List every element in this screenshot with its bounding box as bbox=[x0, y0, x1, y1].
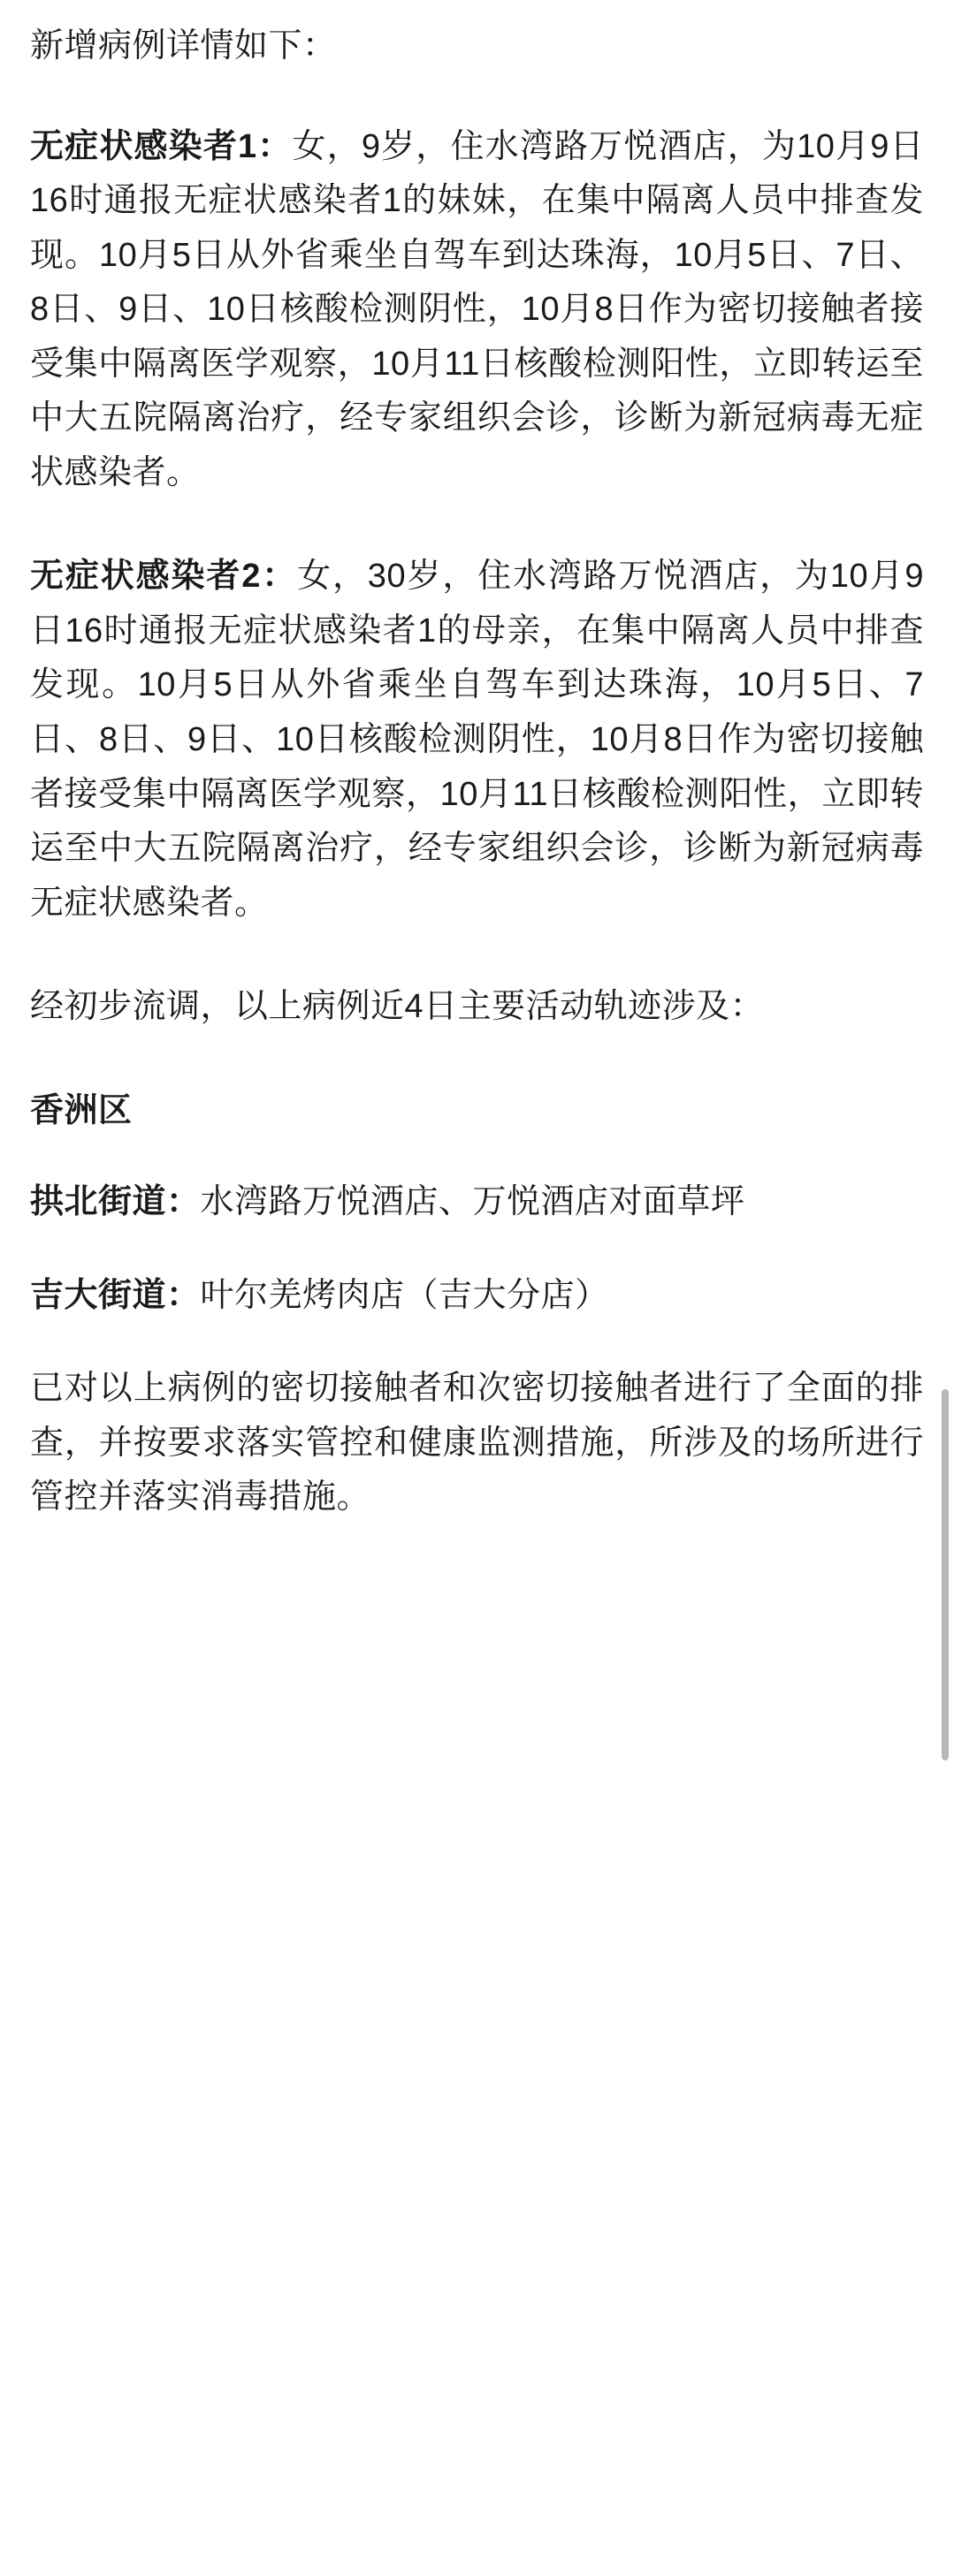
case-paragraph-1 bbox=[30, 120, 924, 501]
street-places-1: 水湾路万悦酒店、万悦酒店对面草坪 bbox=[200, 1183, 745, 1221]
case-label-2: 无症状感染者2 bbox=[30, 558, 261, 596]
street-separator-1: ： bbox=[166, 1183, 201, 1221]
street-paragraph-1 bbox=[30, 1175, 924, 1230]
case-paragraph-2 bbox=[30, 550, 924, 931]
case-text-2: 女，30岁，住水湾路万悦酒店，为10月9日16时通报无症状感染者1的母亲，在集中隔离人员中排查发现。10月5日从外省乘坐自驾车到达珠海，10月5日、7日、8日、9日、10日核酸检测阴性，10月8日作为密切接触者接受集中隔离医学观察，10月11日核酸检测阳性，立即转运至中大五院隔离治疗，经专家组织会诊，诊断为新冠病毒无症状感染者。 bbox=[30, 558, 924, 922]
trace-intro-paragraph: 经初步流调，以上病例近4日主要活动轨迹涉及： bbox=[30, 988, 765, 1026]
closing-paragraph: 已对以上病例的密切接触者和次密切接触者进行了全面的排查，并按要求落实管控和健康监测措施，所涉及的场所进行管控并落实消毒措施。 bbox=[30, 1370, 924, 1516]
case-label-1: 无症状感染者1 bbox=[30, 127, 257, 165]
street-places-2: 叶尔羌烤肉店（吉大分店） bbox=[200, 1276, 609, 1314]
street-paragraph-2 bbox=[30, 1269, 924, 1324]
case-separator-1: ： bbox=[256, 127, 293, 165]
street-separator-2: ： bbox=[166, 1276, 201, 1314]
street-label-2: 吉大街道 bbox=[30, 1276, 167, 1314]
street-label-1: 拱北街道 bbox=[30, 1183, 167, 1221]
vertical-scrollbar[interactable] bbox=[942, 1389, 949, 1760]
case-text-1: 女，9岁，住水湾路万悦酒店，为10月9日16时通报无症状感染者1的妹妹，在集中隔离人员中排查发现。10月5日从外省乘坐自驾车到达珠海，10月5日、7日、8日、9日、10日核酸检测阴性，10月8日作为密切接触者接受集中隔离医学观察，10月11日核酸检测阳性，立即转运至中大五院隔离治疗，经专家组织会诊，诊断为新冠病毒无症状感染者。 bbox=[30, 127, 924, 491]
case-separator-2: ： bbox=[260, 558, 298, 596]
lead-paragraph: 新增病例详情如下： bbox=[30, 27, 337, 65]
district-heading: 香洲区 bbox=[30, 1091, 133, 1129]
